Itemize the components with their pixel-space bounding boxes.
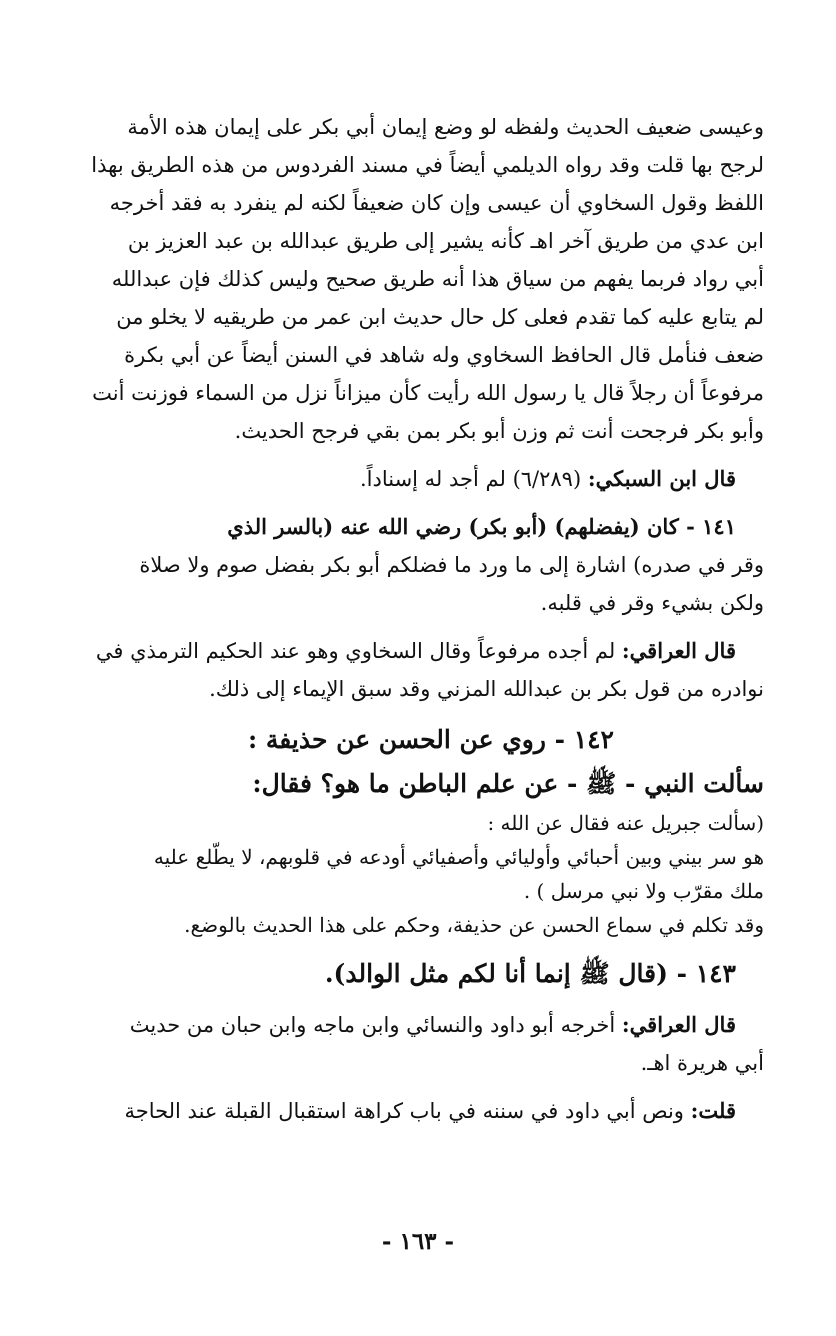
text-line: لرجح بها قلت وقد رواه الديلمي أيضاً في مسند الفردوس من هذه الطريق بهذا [91,153,764,177]
text-span: لم أجده مرفوعاً وقال السخاوي وهو عند الحكيم الترمذي في [95,639,616,663]
text-line: اللفظ وقول السخاوي أن عيسى وإن كان ضعيفاً لكنه لم ينفرد به فقد أخرجه [109,191,764,215]
paragraph-iraqi-1 [74,632,764,708]
text-line: لم يتابع عليه كما تقدم فعلى كل حال حديث ابن عمر من طريقيه لا يخلو من [116,305,764,329]
text-line: ابن عدي من طريق آخر اهـ كأنه يشير إلى طريق عبدالله بن عبد العزيز بن [127,229,764,253]
text-line [74,632,764,670]
text-line: ١٤١ - كان (يفضلهم) (أبو بكر) رضي الله عنه (بالسر الذي [227,514,736,539]
speaker-label: قال ابن السبكي: [587,466,736,491]
text-line: ضعف فنأمل قال الحافظ السخاوي وله شاهد في السنن أيضاً عن أبي بكرة [124,343,764,367]
paragraph-ibn-subki [74,460,764,498]
text-line: نوادره من قول بكر بن عبدالله المزني وقد سبق الإيماء إلى ذلك. [209,677,764,701]
heading-line: ١٤٣ - (قال ﷺ إنما أنا لكم مثل الوالد). [324,959,736,988]
text-line: وأبو بكر فرجحت أنت ثم وزن أبو بكر بمن بقي فرجح الحديث. [234,419,764,443]
heading-142 [74,718,764,806]
text-line: أبي رواد فربما يفهم من سياق هذا أنه طريق صحيح وليس كذلك فإن عبدالله [111,267,764,291]
heading-line: سألت النبي - ﷺ - عن علم الباطن ما هو؟ فقال: [252,769,764,798]
text-line: أبي هريرة اهـ. [640,1051,764,1075]
text-line: ولكن بشيء وقر في قلبه. [540,591,764,615]
text-line: ملك مقرّب ولا نبي مرسل ) . [523,879,764,903]
paragraph-iraqi-2 [74,1006,764,1082]
heading-line: ١٤٢ - روي عن الحسن عن حذيفة : [247,725,614,754]
paragraph-141 [74,508,764,622]
speaker-label: قال العراقي: [621,1012,736,1037]
text-line [74,460,764,498]
text-line: وقر في صدره) اشارة إلى ما ورد ما فضلكم أبو بكر بفضل صوم ولا صلاة [139,553,764,577]
text-span: (٦/٢٨٩) لم أجد له إسناداً. [359,467,582,491]
text-line: وقد تكلم في سماع الحسن عن حذيفة، وحكم على هذا الحديث بالوضع. [184,913,764,937]
text-span: ونص أبي داود في سننه في باب كراهة استقبال القبلة عند الحاجة [124,1099,684,1123]
text-line: وعيسى ضعيف الحديث ولفظه لو وضع إيمان أبي بكر على إيمان هذه الأمة [127,115,764,139]
text-line: مرفوعاً أن رجلاً قال يا رسول الله رأيت كأن ميزاناً نزل من السماء فوزنت أنت [92,381,764,405]
text-span: أخرجه أبو داود والنسائي وابن ماجه وابن حبان من حديث [129,1013,616,1037]
speaker-label: قلت: [690,1098,736,1123]
speaker-label: قال العراقي: [621,638,736,663]
paragraph-qult [74,1092,764,1130]
text-line: هو سر بيني وبين أحبائي وأوليائي وأصفيائي أودعه في قلوبهم، لا يطّلع عليه [153,845,764,869]
page-body [74,108,764,1140]
heading-143 [74,952,764,996]
text-line [74,1092,764,1130]
page-number: - ١٦٣ - [381,1228,455,1255]
paragraph-hadith-142 [74,806,764,942]
text-line: (سألت جبريل عنه فقال عن الله : [487,811,764,835]
paragraph-1 [74,108,764,450]
text-line [74,1006,764,1044]
